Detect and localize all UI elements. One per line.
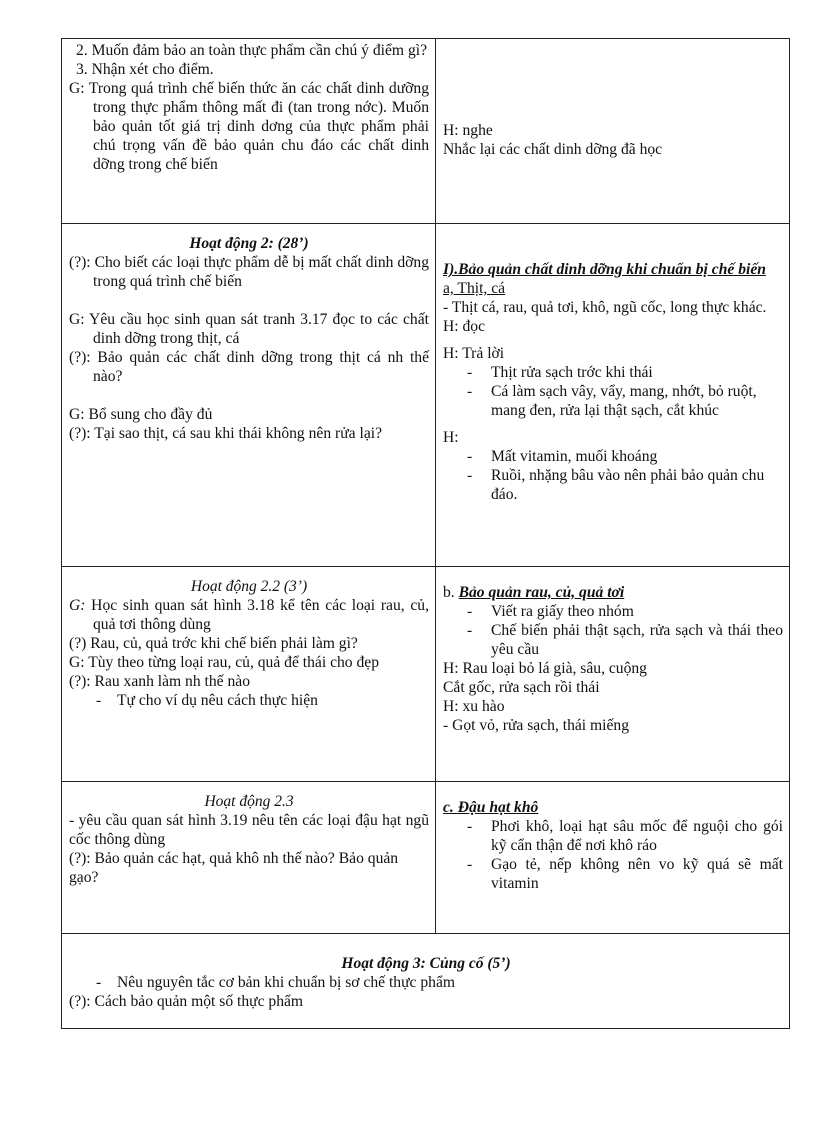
bullet-item: - Mất vitamin, muối khoáng xyxy=(443,447,783,466)
student-activity-cell xyxy=(436,224,790,567)
text-line: H: đọc xyxy=(443,318,486,335)
heading-prefix: b. xyxy=(443,584,459,601)
list-item: 2. Muốn đảm bảo an toàn thực phẩm cần chú ý điểm gì? xyxy=(76,42,427,59)
bullet-item: - Thịt rửa sạch trớc khi thái xyxy=(443,363,783,382)
text-line: H: Rau loại bỏ lá già, sâu, cuộng xyxy=(443,660,647,677)
lesson-plan-table xyxy=(61,38,790,1029)
text-line: H: xu hào xyxy=(443,698,505,715)
bullet-item: - Ruồi, nhặng bâu vào nên phải bảo quản chu đáo. xyxy=(443,466,783,504)
bullet-item: - Chế biến phải thật sạch, rửa sạch và thái theo yêu cầu xyxy=(443,621,783,659)
question: (?): Cách bảo quản một số thực phẩm xyxy=(69,993,304,1010)
bullet-item: - Tự cho ví dụ nêu cách thực hiện xyxy=(69,691,429,710)
section-heading: Hoạt động 2.2 (3’) xyxy=(190,578,308,595)
bullet-item: - Cá làm sạch vây, vẩy, mang, nhớt, bỏ ruột, mang đen, rửa lại thật sạch, cắt khúc xyxy=(443,382,783,420)
table-row xyxy=(62,567,790,782)
instruction: G: Bổ sung cho đầy đủ xyxy=(69,406,213,423)
text-line: Nhắc lại các chất dinh dỡng đã học xyxy=(443,141,663,158)
student-activity-cell xyxy=(436,39,790,224)
instruction: G: Tùy theo từng loại rau, củ, quả để thái cho đẹp xyxy=(69,654,379,671)
section-heading xyxy=(443,583,783,602)
text-line: H: nghe xyxy=(443,122,493,139)
teacher-activity-cell xyxy=(62,567,436,782)
bullet-item: - Gạo tẻ, nếp không nên vo kỹ quá sẽ mất vitamin xyxy=(443,855,783,893)
question: (?): Tại sao thịt, cá sau khi thái không nên rửa lại? xyxy=(69,425,383,442)
text-line: - yêu cầu quan sát hình 3.19 nêu tên các loại đậu hạt ngũ cốc thông dùng xyxy=(69,812,429,848)
text-line: - Gọt vỏ, rửa sạch, thái miếng xyxy=(443,717,629,734)
table-row xyxy=(62,224,790,567)
text-line: Cắt gốc, rửa sạch rồi thái xyxy=(443,679,600,696)
text-line: - Thịt cá, rau, quả tơi, khô, ngũ cốc, long thực khác. xyxy=(443,299,767,316)
teacher-activity-cell xyxy=(62,224,436,567)
student-activity-cell xyxy=(436,567,790,782)
question: (?) Rau, củ, quả trớc khi chế biến phải làm gì? xyxy=(69,635,358,652)
section-heading: Hoạt động 3: Củng cố (5’) xyxy=(341,955,511,972)
section-heading: Hoạt động 2: (28’) xyxy=(189,235,309,252)
text-line: H: xyxy=(443,429,459,446)
lesson-plan-page xyxy=(61,38,783,1029)
instruction: G: Yêu cầu học sinh quan sát tranh 3.17 đọc to các chất dinh dỡng trong thịt, cá xyxy=(69,311,429,347)
text-line: (?): Bảo quản các hạt, quả khô nh thế nào? Bảo quản gạo? xyxy=(69,850,399,886)
teacher-activity-cell xyxy=(62,39,436,224)
bullet-item: - Nêu nguyên tắc cơ bản khi chuẩn bị sơ chế thực phẩm xyxy=(69,973,783,992)
teacher-label: G: xyxy=(69,597,86,614)
question: (?): Bảo quản các chất dinh dỡng trong thịt cá nh thế nào? xyxy=(69,349,429,385)
question: (?): Rau xanh làm nh thế nào xyxy=(69,673,251,690)
paragraph: G: Trong quá trình chế biến thức ăn các chất dinh dưỡng trong thực phẩm thông mất đi (tan trong nớc). Muốn bảo quản tốt giá trị dinh dơng của thực phẩm phải chú trọng vấn đề bảo quản chu đáo các chất dinh dỡng trong chế biến xyxy=(69,80,429,173)
instruction xyxy=(69,596,429,634)
section-heading: c. Đậu hạt khô xyxy=(443,799,539,816)
bullet-item: - Phơi khô, loại hạt sâu mốc để nguội cho gói kỹ cẩn thận để nơi khô ráo xyxy=(443,817,783,855)
section-heading: Hoạt động 2.3 xyxy=(204,793,294,810)
teacher-activity-cell xyxy=(62,782,436,934)
text-line: H: Trả lời xyxy=(443,345,505,362)
sub-heading: a, Thịt, cá xyxy=(443,280,506,297)
question: (?): Cho biết các loại thực phẩm dễ bị mất chất dinh dỡng trong quá trình chế biến xyxy=(69,254,429,290)
table-row xyxy=(62,39,790,224)
section-heading: I).Bảo quản chất dinh dỡng khi chuẩn bị chế biến xyxy=(443,261,766,278)
bullet-item: - Viết ra giấy theo nhóm xyxy=(443,602,783,621)
list-item: 3. Nhận xét cho điểm. xyxy=(76,61,214,78)
table-row xyxy=(62,934,790,1029)
consolidation-cell xyxy=(62,934,790,1029)
heading-text: Bảo quản rau, củ, quả tơi xyxy=(458,584,625,601)
instruction-text: Học sinh quan sát hình 3.18 kể tên các loại rau, củ, quả tơi thông dùng xyxy=(85,597,429,633)
table-row xyxy=(62,782,790,934)
student-activity-cell xyxy=(436,782,790,934)
